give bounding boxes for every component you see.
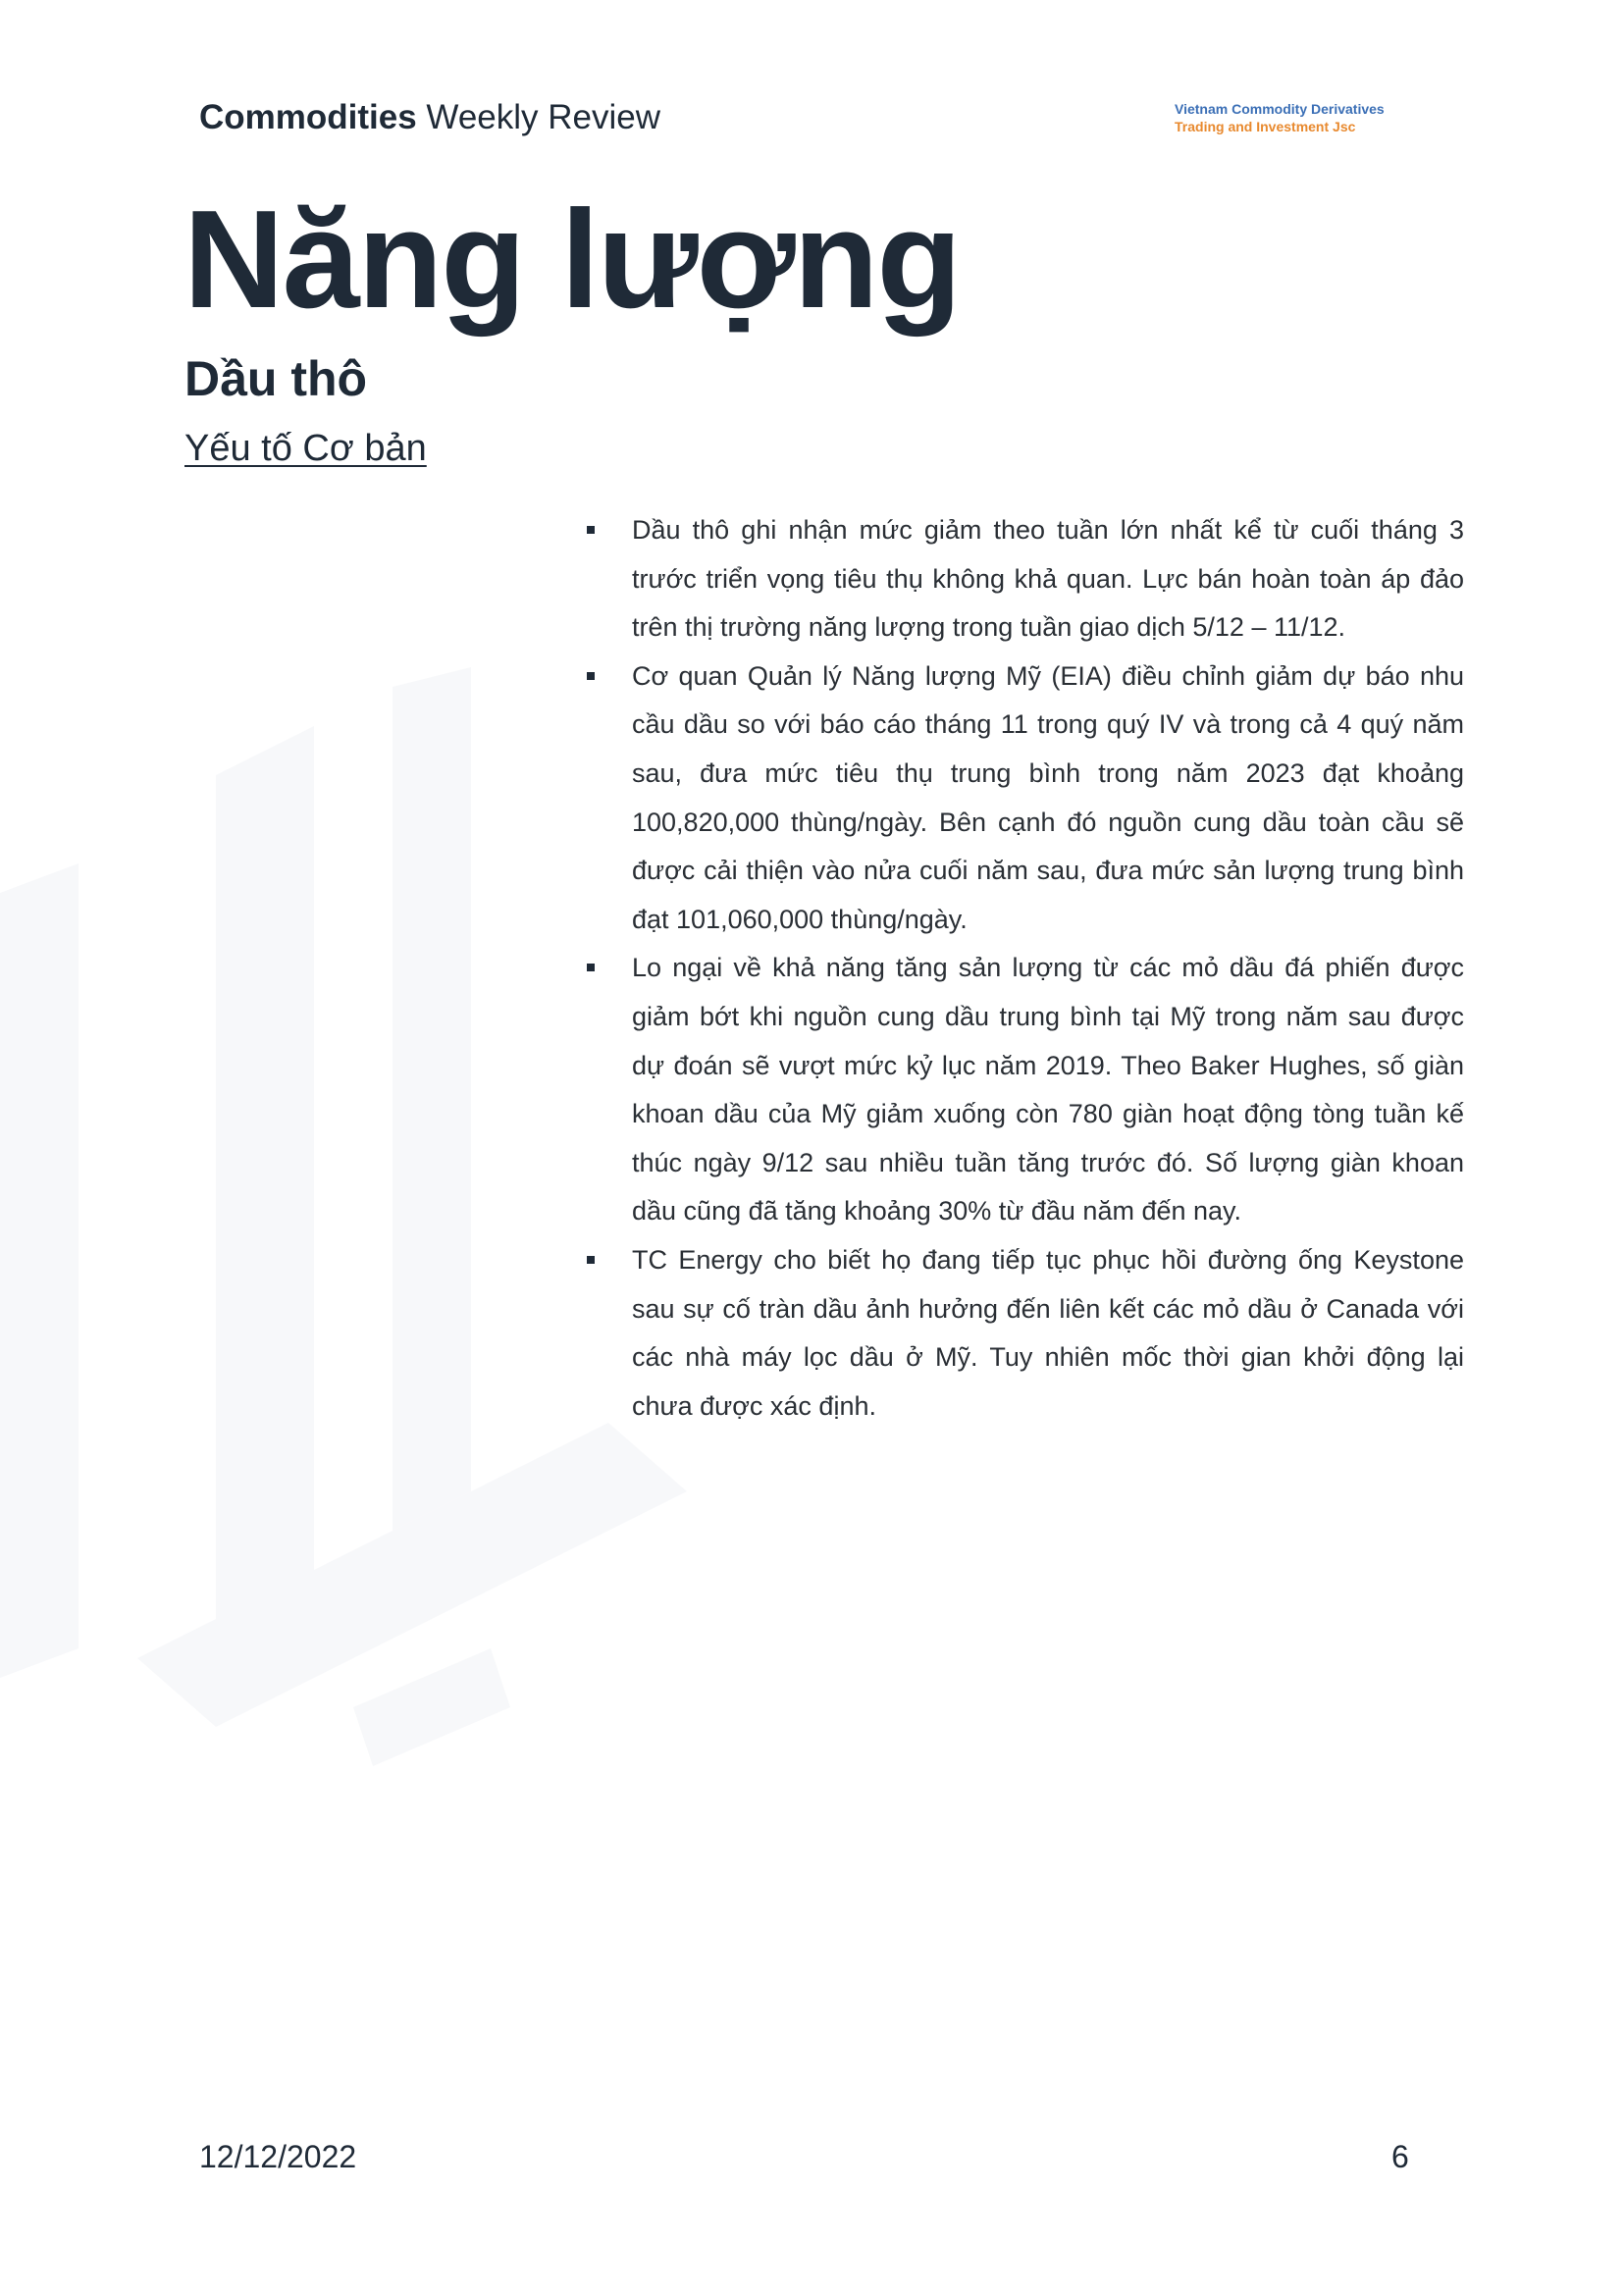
header-title-bold: Commodities [199,98,417,136]
page-title: Năng lượng [183,182,961,338]
bullet-text: Cơ quan Quản lý Năng lượng Mỹ (EIA) điều chỉnh giảm dự báo nhu cầu dầu so với báo cáo tháng 11 trong quý IV và trong cả 4 quý năm sau, đưa mức tiêu thụ trung bình trong năm 2023 đạt khoảng 100,820,000 thùng/ngày. Bên cạnh đó nguồn cung dầu toàn cầu sẽ được cải thiện vào nửa cuối năm sau, đưa mức sản lượng trung bình đạt 101,060,000 thùng/ngày. [632,660,1464,934]
logo-line-2: Trading and Investment Jsc [1175,119,1356,134]
page-number: 6 [1391,2139,1409,2174]
bullet-marker-icon [587,1256,595,1264]
section-title: Dầu thô [184,351,368,406]
header-title [199,98,660,137]
bullet-list [585,506,1464,1431]
bullet-item [585,506,1464,652]
bullet-text: Lo ngại về khả năng tăng sản lượng từ các mỏ dầu đá phiến được giảm bớt khi nguồn cung dầu trung bình tại Mỹ trong năm sau được dự đoán sẽ vượt mức kỷ lục năm 2019. Theo Baker Hughes, số giàn khoan dầu của Mỹ giảm xuống còn 780 giàn hoạt động tòng tuần kế thúc ngày 9/12 sau nhiều tuần tăng trước đó. Số lượng giàn khoan dầu cũng đã tăng khoảng 30% từ đầu năm đến nay. [632,953,1464,1226]
bullet-item [585,1236,1464,1431]
bullet-item [585,652,1464,945]
logo-line-1: Vietnam Commodity Derivatives [1175,101,1385,117]
bullet-marker-icon [587,526,595,534]
bullet-text: TC Energy cho biết họ đang tiếp tục phục hồi đường ống Keystone sau sự cố tràn dầu ảnh hưởng đến liên kết các mỏ dầu ở Canada với các nhà máy lọc dầu ở Mỹ. Tuy nhiên mốc thời gian khởi động lại chưa được xác định. [632,1244,1464,1421]
bullet-text: Dầu thô ghi nhận mức giảm theo tuần lớn nhất kể từ cuối tháng 3 trước triển vọng tiêu thụ không khả quan. Lực bán hoàn toàn áp đảo trên thị trường năng lượng trong tuần giao dịch 5/12 – 11/12. [632,515,1464,643]
bullet-item [585,944,1464,1236]
company-logo [1175,100,1385,135]
footer-date: 12/12/2022 [199,2139,357,2174]
bullet-marker-icon [587,672,595,680]
subsection-title: Yếu tố Cơ bản [184,428,427,469]
header-title-rest: Weekly Review [416,98,661,136]
bullet-marker-icon [587,964,595,971]
